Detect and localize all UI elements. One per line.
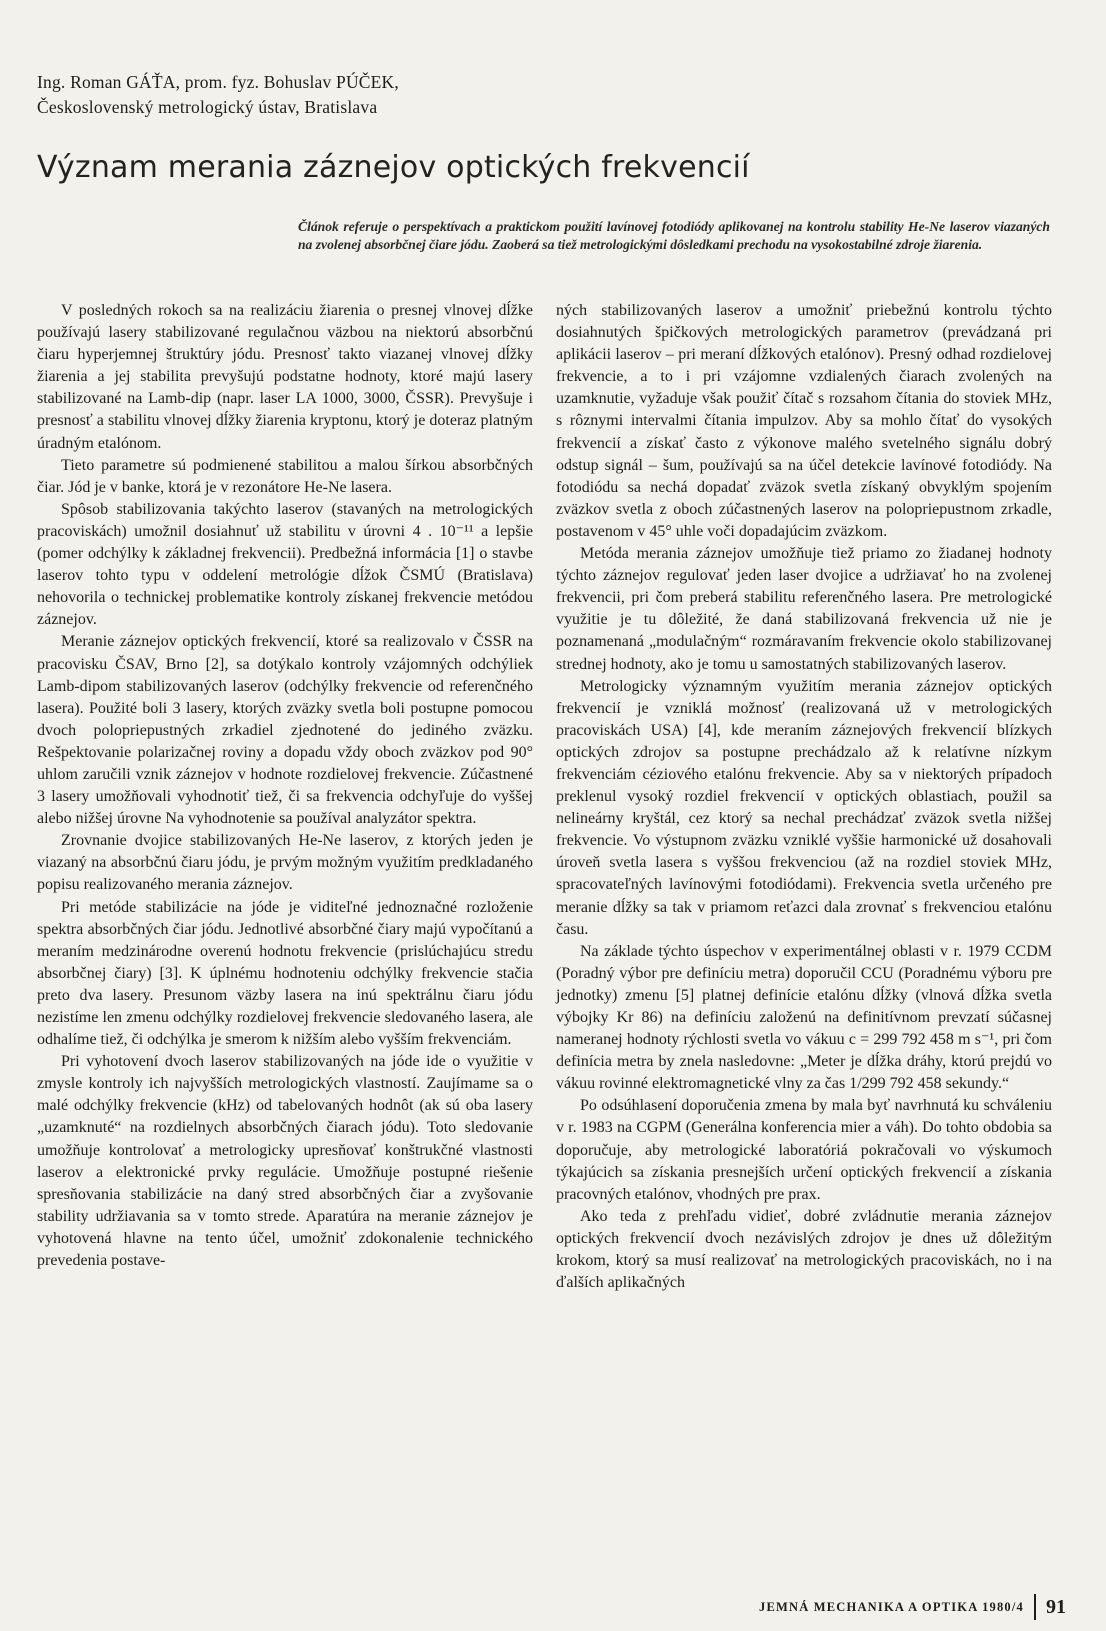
paragraph: Metrologicky významným využitím merania záznejov optických frekvencií je vzniklá možnosť (realizovaná už v metrologických pracoviskách USA) [4], kde meraním záznejových frekvencií blízkych optických zdrojov sa postupne prechádzalo až k relatívne nízkym frekvenciám céziového etalónu frekvencie. Aby sa v niektorých prípadoch preklenul vysoký rozdiel frekvencií v optických oblastiach, použil sa nelineárny kryštál, cez ktorý sa nechal prechádzať zväzok svetla nižšej frekvencie. Vo výstupnom zväzku vzniklé vyššie harmonické už dosahovali úroveň svetla lasera s vyššou frekvenciou (až na rozdiel stoviek MHz, spracovateľných lavínovými fotodiódami). Frekvencia svetla určeného pre meranie dĺžky sa tak v priamom reťazci dala zrovnať s frekvenciou etalónu času. xyxy=(556,677,1052,938)
paragraph: Zrovnanie dvojice stabilizovaných He-Ne laserov, z ktorých jeden je viazaný na absorbčnú čiaru jódu, je prvým možným využitím predkladaného popisu realizovaného merania záznejov. xyxy=(37,832,533,894)
page-number: 91 xyxy=(1046,1595,1066,1618)
article-title: Význam merania záznejov optických frekvencií xyxy=(37,150,750,185)
paragraph: Pri metóde stabilizácie na jóde je viditeľné jednoznačné rozloženie spektra absorbčných čiar jódu. Jednotlivé absorbčné čiary majú vypočítanú a meraním medzinárodne overenú hodnotu frekvencie (prislúchajúcu stredu absorbčnej čiary) [3]. K úplnému hodnoteniu odchýlky frekvencie stačia preto dva lasery. Presunom väzby lasera na inú spektrálnu čiaru jódu nezistíme len zmenu odchýlky rozdielovej frekvencie sledovaného lasera, ale odhalíme tiež, či odchýlka je smerom k nižším alebo vyšším frekvenciám. xyxy=(37,898,533,1049)
paragraph: Spôsob stabilizovania takýchto laserov (stavaných na metrologických pracoviskách) umožnil dosiahnuť už stabilitu v úrovni 4 . 10⁻¹¹ a lepšie (pomer odchýlky k základnej frekvencii). Predbežná informácia [1] o stavbe laserov tohto typu v oddelení metrológie dĺžok ČSMÚ (Bratislava) nehovorila o technickej problematike kontroly získanej frekvencie metódou záznejov. xyxy=(37,500,533,629)
abstract: Článok referuje o perspektívach a praktickom použití lavínovej fotodiódy aplikovanej na kontrolu stability He-Ne laserov viazaných na zvolenej absorbčnej čiare jódu. Zaoberá sa tiež metrologickými dôsledkami prechodu na vysokostabilné zdroje žiarenia. xyxy=(298,219,1050,253)
author-block xyxy=(37,70,737,120)
right-column xyxy=(556,300,1052,1294)
paragraph: V posledných rokoch sa na realizáciu žiarenia o presnej vlnovej dĺžke používajú lasery stabilizované regulačnou väzbou na niektorú absorbčnú čiaru hyperjemnej štruktúry jódu. Presnosť takto viazanej vlnovej dĺžky žiarenia a jej stabilita prevyšujú podstatne hodnoty, ktoré majú lasery stabilizované na Lamb-dip (napr. laser LA 1000, 3000, ČSSR). Prevyšuje i presnosť a stabilitu vlnovej dĺžky žiarenia kryptonu, ktorý je doteraz platným úradným etalónom. xyxy=(37,302,533,452)
footer-divider xyxy=(1034,1594,1036,1620)
journal-name: JEMNÁ MECHANIKA A OPTIKA 1980/4 xyxy=(759,1599,1024,1614)
paragraph: Ako teda z prehľadu vidieť, dobré zvládnutie merania záznejov optických frekvencií dvoch nezávislých zdrojov je dnes už dôležitým krokom, ktorý sa musí realizovať na metrologických pracoviskách, no i na ďalších aplikačných xyxy=(556,1207,1052,1292)
left-column xyxy=(37,300,533,1272)
paragraph: Metóda merania záznejov umožňuje tiež priamo zo žiadanej hodnoty týchto záznejov regulovať jeden laser dvojice a udržiavať ho na zvolenej frekvencii, pri čom preberá stabilitu referenčného lasera. Pre metrologické využitie je tu dôležité, že daná stabilizovaná frekvencia už nie je poznamenaná „modulačným“ rozmáravaním frekvencie okolo stabilizovanej strednej hodnoty, ako je tomu u samostatných stabilizovaných laserov. xyxy=(556,545,1052,673)
page-footer xyxy=(759,1594,1066,1620)
paragraph: Pri vyhotovení dvoch laserov stabilizovaných na jóde ide o využitie v zmysle kontroly ich najvyšších metrologických vlastností. Zaujímame sa o malé odchýlky frekvencie (kHz) od tabelovaných hodnôt (ak sú oba lasery „uzamknuté“ na rozdielnych absorbčných čiarach jódu). Toto sledovanie umožňuje kontrolovať a metrologicky upresňovať konštrukčné vlastnosti laserov a elektronické prvky regulácie. Umožňuje postupné riešenie spresňovania stabilizácie na daný stred absorbčných čiar a zvyšovanie stability udržiavania sa v tomto strede. Aparatúra na meranie záznejov je vyhotovená hlavne na tento účel, umožniť zdokonalenie technického prevedenia postave- xyxy=(37,1053,533,1270)
paragraph: Na základe týchto úspechov v experimentálnej oblasti v r. 1979 CCDM (Poradný výbor pre definíciu metra) doporučil CCU (Poradnému výboru pre jednotky) zmenu [5] platnej definície etalónu dĺžky (vlnová dĺžka svetla výbojky Kr 86) na definíciu založenú na definitívnom prevzatí súčasnej nameranej hodnoty rýchlosti svetla vo vákuu c = 299 792 458 m s⁻¹, pri čom definícia metra by znela nasledovne: „Meter je dĺžka dráhy, ktorú prejdú vo vákuu rovinné elektromagnetické vlny za čas 1/299 792 458 sekundy.“ xyxy=(556,942,1052,1093)
affiliation-line: Československý metrologický ústav, Bratislava xyxy=(37,97,378,117)
paragraph: Meranie záznejov optických frekvencií, ktoré sa realizovalo v ČSSR na pracovisku ČSAV, Brno [2], sa dotýkalo kontroly vzájomných odchýliek Lamb-dipom stabilizovaných laserov (odchýlky frekvencie od referenčného lasera). Použité boli 3 lasery, ktorých zväzky svetla boli postupne pomocou dvoch polopriepustných zrkadiel zjednotené do jediného zväzku. Rešpektovanie polarizačnej roviny a dopadu vždy oboch zväzkov pod 90° uhlom zaručili vznik záznejov v hodnote rozdielovej frekvencie. Zúčastnené 3 lasery umožňovali vyhodnotiť tiež, či sa frekvencia odchyľuje do vyššej alebo nižšej úrovne Na vyhodnotenie sa používal analyzátor spektra. xyxy=(37,633,533,828)
paragraph: Po odsúhlasení doporučenia zmena by mala byť navrhnutá ku schváleniu v r. 1983 na CGPM (Generálna konferencia mier a váh). Do tohto obdobia sa doporučuje, aby metrologické laboratóriá pokračovali vo výskumoch týkajúcich sa získania presnejších určení optických frekvencií a získania pracovných etalónov, vhodných pre prax. xyxy=(556,1097,1052,1203)
paragraph: ných stabilizovaných laserov a umožniť priebežnú kontrolu týchto dosiahnutých špičkových metrologických parametrov (prevádzaná pri aplikácii laserov – pri meraní dĺžkových etalónov). Presný odhad rozdielovej frekvencie, a to i pri vzájomne vzdialených čiarach zvolených na uzamknutie, vyžaduje však použiť čítač s rozsahom čítania do stoviek MHz, s rôznymi intervalmi čítania impulzov. Aby sa mohlo čítať do vysokých frekvencií a získať často z výkonove malého svetelného signálu dobrý odstup signál – šum, používajú sa na účel detekcie lavínové fotodiódy. Na fotodiódu sa nechá dopadať zväzok svetla získaný obvyklým spojením zväzkov svetla z oboch zúčastnených laserov na polopriepustnom zrkadle, postavenom v 45° uhle voči dopadajúcim zväzkom. xyxy=(556,302,1052,540)
authors-line: Ing. Roman GÁŤA, prom. fyz. Bohuslav PÚČEK, xyxy=(37,72,399,92)
paragraph: Tieto parametre sú podmienené stabilitou a malou šírkou absorbčných čiar. Jód je v banke, ktorá je v rezonátore He-Ne lasera. xyxy=(37,456,533,496)
